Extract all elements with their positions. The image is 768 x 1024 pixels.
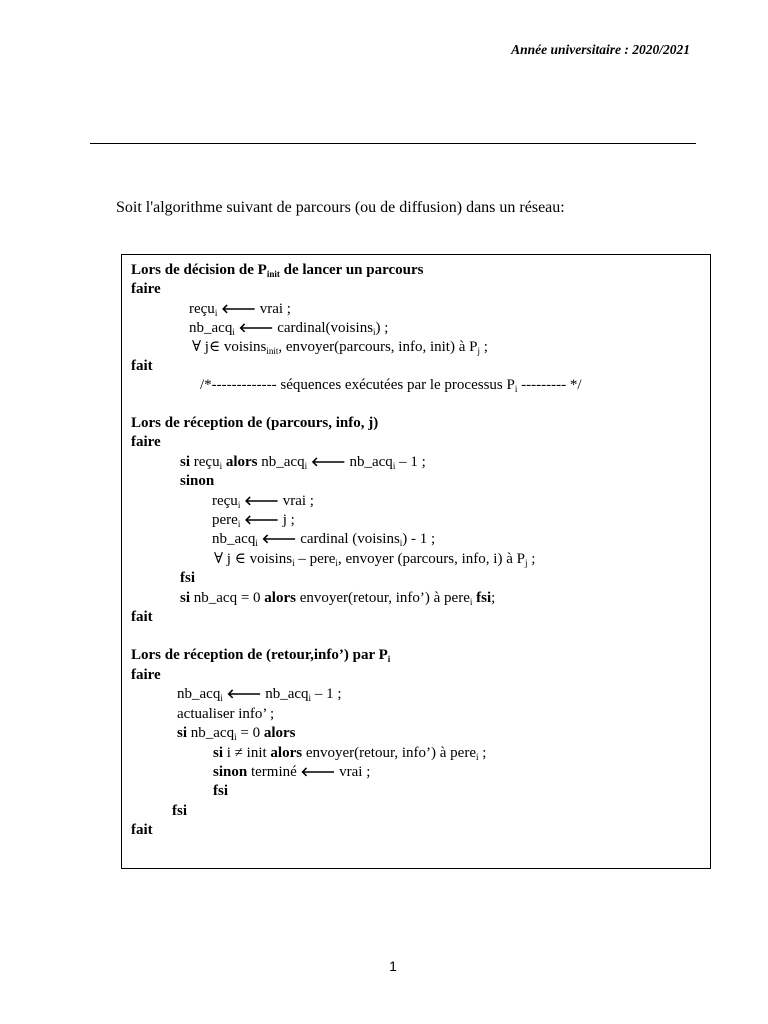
sub: i [220,693,223,703]
block3-title [131,646,390,665]
left-arrow-icon: 🡐 [300,765,336,780]
block1-line2 [189,319,388,338]
sub: i [237,519,241,529]
block1-fait: fait [131,358,153,374]
block1-title [131,261,423,280]
kw-alors: alors [263,725,296,741]
block2-line3 [212,511,295,530]
kw-si: si [177,725,188,741]
text: nb_acq [261,454,305,470]
block3-line5 [213,763,370,782]
left-arrow-icon: 🡐 [238,321,274,336]
block3-inner-fsi: fsi [213,783,228,799]
text: reçu [212,493,238,509]
text: vrai ; [339,764,371,780]
block2-line4 [212,530,435,549]
sub: i [255,538,258,548]
sub: i [399,538,403,548]
text: – 1 ; [395,454,426,470]
kw-alors: alors [264,590,296,606]
block2-fsi: fsi [180,570,195,586]
text: ; [491,590,496,606]
block2-line1 [180,453,426,472]
text: i ≠ init [226,745,271,761]
left-arrow-icon: 🡐 [261,532,297,547]
kw-alors: alors [270,745,303,761]
text: cardinal (voisins [300,531,400,547]
text: j ; [282,512,295,528]
block1-title-text: Lors de décision de P [131,262,267,278]
left-arrow-icon: 🡐 [310,455,346,470]
kw-si: si [180,454,191,470]
block2-title: Lors de réception de (parcours, info, j) [131,415,379,431]
intro-paragraph: Soit l'algorithme suivant de parcours (ou de diffusion) dans un réseau: [116,199,565,216]
kw-sinon: sinon [213,764,248,780]
text: pere [212,512,238,528]
block3-faire: faire [131,667,161,683]
block3-fait: fait [131,822,153,838]
text: vrai ; [282,493,314,509]
left-arrow-icon: 🡐 [244,494,279,509]
text: /*------------- séquences exécutées par le processus P [200,377,515,393]
block3-line1 [177,685,341,704]
text: nb_acq [190,725,235,741]
text: nb_acq [189,320,233,336]
kw-alors: alors [225,454,258,470]
block1-line1 [189,300,291,319]
text: Lors de réception de (retour,info’) par P [131,647,388,663]
sub: i [335,558,338,568]
text: cardinal(voisins [277,320,374,336]
left-arrow-icon: 🡐 [244,513,279,528]
sub: i [237,500,241,510]
sub: i [234,732,237,742]
horizontal-rule [90,143,696,144]
kw-si: si [180,590,191,606]
text: nb_acq [265,686,309,702]
sub: i [476,752,479,762]
text: nb_acq = 0 [193,590,265,606]
algorithm-box [121,254,711,869]
text: ∀ j∈ voisins [192,339,267,355]
text: vrai ; [259,301,291,317]
block1-line3 [192,338,488,357]
sub: i [304,461,308,471]
text: envoyer(retour, info’) à pere [305,745,476,761]
block2-line5 [214,550,535,569]
block3-line2: actualiser info’ ; [177,706,275,722]
text: , envoyer (parcours, info, i) à P [337,551,525,567]
kw-si: si [213,745,224,761]
text: ∀ j ∈ voisins [214,551,293,567]
sub: i [219,461,223,471]
text: --------- */ [517,377,582,393]
text: ; [527,551,536,567]
block3-line4 [213,744,486,763]
sub: i [292,558,295,568]
sub: i [387,654,391,664]
block2-line6 [180,589,495,608]
text: envoyer(retour, info’) à pere [299,590,470,606]
block1-faire: faire [131,281,161,297]
sub: i [232,327,235,337]
block1-comment [200,376,582,395]
text: reçu [193,454,220,470]
block3-line3 [177,724,296,743]
text: terminé [250,764,301,780]
text: ) - 1 ; [402,531,436,547]
page-number: 1 [389,958,397,974]
block1-title-end: de lancer un parcours [279,262,424,278]
text: ) ; [375,320,389,336]
sub: i [214,308,218,318]
block2-line2 [212,492,314,511]
text: reçu [189,301,215,317]
sub: j [477,346,480,356]
left-arrow-icon: 🡐 [221,302,256,317]
sub: i [469,597,473,607]
kw-fsi: fsi [476,590,492,606]
left-arrow-icon: 🡐 [226,687,262,702]
text: – 1 ; [311,686,342,702]
block2-faire: faire [131,434,161,450]
sub: j [524,558,528,568]
sub: i [514,384,518,394]
block2-sinon: sinon [180,473,215,489]
block2-fait: fait [131,609,153,625]
text: nb_acq [177,686,221,702]
text: – pere [294,551,336,567]
text: , envoyer(parcours, info, init) à P [278,339,478,355]
block1-title-sub: init [266,269,280,279]
sub: i [392,461,396,471]
text: nb_acq [212,531,256,547]
academic-year-header: Année universitaire : 2020/2021 [511,42,690,57]
text: nb_acq [349,454,393,470]
text: ; [479,339,488,355]
text: ; [478,745,487,761]
sub: init [266,346,279,356]
sub: i [308,693,312,703]
text: = 0 [236,725,264,741]
block3-outer-fsi: fsi [172,803,187,819]
sub: i [373,327,376,337]
